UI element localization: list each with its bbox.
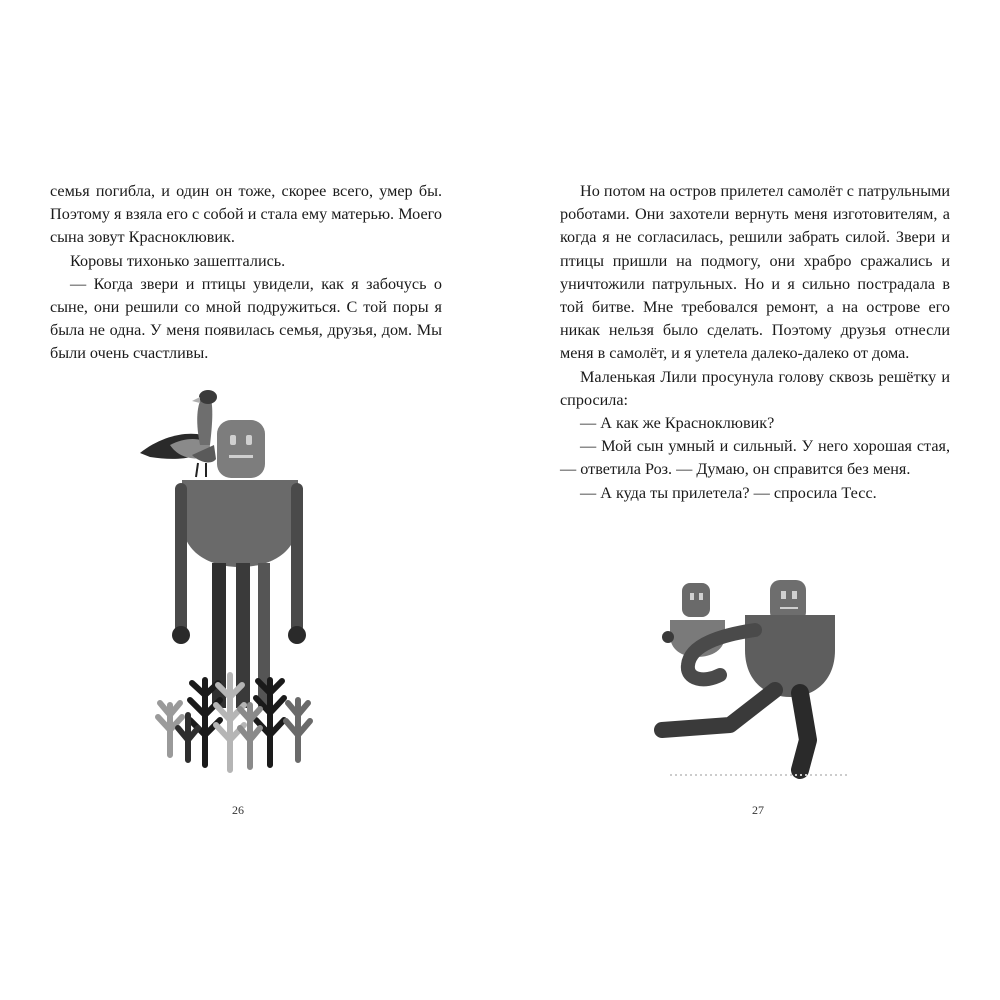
paragraph: Маленькая Лили просунула голову сквозь решётку и спросила: (560, 367, 950, 409)
plants-icon (158, 675, 310, 770)
paragraph: Коровы тихонько зашептались. (70, 251, 286, 270)
paragraph: — А куда ты прилетела? — спросила Тесс. (580, 483, 877, 502)
paragraph: — Когда звери и птицы увидели, как я забочусь о сыне, они решили со мной подружиться. С той поры я была не одна. У меня появилась семья, друзья, дом. Мы были очень счастливы. (50, 274, 442, 363)
page-number: 27 (752, 803, 764, 817)
page-number: 26 (232, 803, 244, 817)
goose-icon (140, 390, 217, 477)
robot-carrying-robot-illustration (650, 575, 860, 785)
right-page-text (560, 180, 950, 505)
right-page (500, 0, 1000, 1000)
paragraph: — Мой сын умный и сильный. У него хорошая стая, — ответила Роз. — Думаю, он справится без меня. (560, 437, 950, 479)
paragraph: семья погибла, и один он тоже, скорее всего, умер бы. Поэтому я взяла его с собой и стала ему матерью. Моего сына зовут Красноклювик. (50, 182, 442, 247)
robot-with-goose-illustration (130, 385, 340, 785)
paragraph: — А как же Красноклювик? (580, 414, 775, 433)
paragraph: Но потом на остров прилетел самолёт с патрульными роботами. Они захотели вернуть меня изготовителям, а когда я не согласилась, решили забрать силой. Звери и птицы пришли на подмогу, они храбро сражались и уничтожили патрульных. Но и я сильно пострадала в той битве. Мне требовался ремонт, а на острове его никак нельзя было сделать. Поэтому друзья отнесли меня в самолёт, и я улетела далеко-далеко от дома. (560, 182, 950, 363)
left-page-text (50, 180, 442, 366)
